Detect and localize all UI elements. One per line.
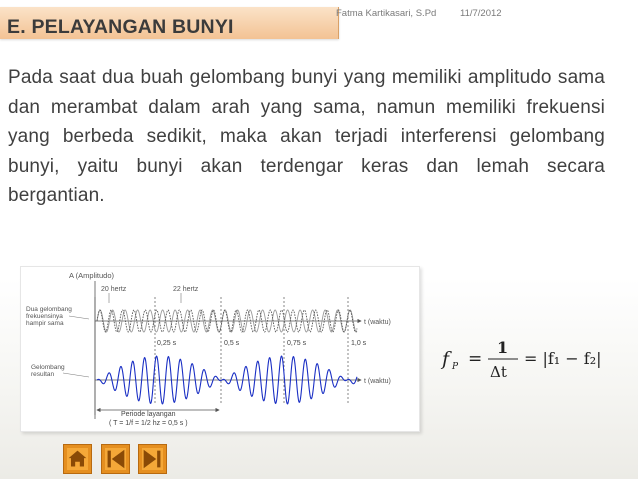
home-button[interactable] (63, 444, 92, 474)
amplitude-axis-label: A (Amplitudo) (69, 271, 115, 280)
time-axis-label-bottom: t (waktu) (364, 378, 391, 385)
period-label: Periode layangan (121, 411, 176, 418)
body-paragraph: Pada saat dua buah gelombang bunyi yang memiliki amplitudo sama dan merambat dalam arah yang sama, namun memiliki frekuensi yang berbeda sedikit, maka akan terjadi interferensi gelombang bunyi, yaitu bunyi akan terdengar keras dan lemah secara bergantian. (8, 67, 605, 206)
time-mark-4: 1,0 s (351, 340, 367, 347)
beat-wave-diagram (21, 267, 419, 431)
time-mark-1: 0,25 s (157, 340, 177, 347)
author-label: Fatma Kartikasari, S.Pd (336, 8, 437, 19)
previous-button[interactable] (101, 444, 130, 474)
next-icon (139, 445, 166, 473)
title-banner (0, 7, 339, 39)
period-formula: ( T = 1/f = 1/2 hz = 0,5 s ) (109, 420, 188, 427)
home-icon (64, 445, 91, 473)
freq2-label: 22 hertz (173, 286, 199, 293)
formula-svg (440, 331, 630, 387)
bottom-wave-label: Gelombang resultan (31, 364, 65, 378)
slide-title: E. PELAYANGAN BUNYI (7, 16, 234, 38)
formula-lhs: f (442, 348, 450, 370)
formula-denominator: Δt (490, 363, 507, 381)
formula-numerator: 1 (497, 338, 509, 357)
formula-lhs-sub: P (452, 362, 459, 372)
date-label: 11/7/2012 (460, 8, 502, 19)
top-wave-label: Dua gelombang frekuensinya hampir sama (26, 306, 72, 327)
svg-text:=: = (468, 349, 483, 369)
previous-icon (102, 445, 129, 473)
time-axis-label-top: t (waktu) (364, 319, 391, 326)
freq1-label: 20 hertz (101, 286, 127, 293)
time-mark-2: 0,5 s (224, 340, 240, 347)
next-button[interactable] (138, 444, 167, 474)
formula-rhs: = |f₁ − f₂| (524, 349, 602, 368)
time-mark-3: 0,75 s (287, 340, 307, 347)
beat-frequency-formula (440, 331, 630, 387)
beat-wave-figure (20, 266, 420, 432)
